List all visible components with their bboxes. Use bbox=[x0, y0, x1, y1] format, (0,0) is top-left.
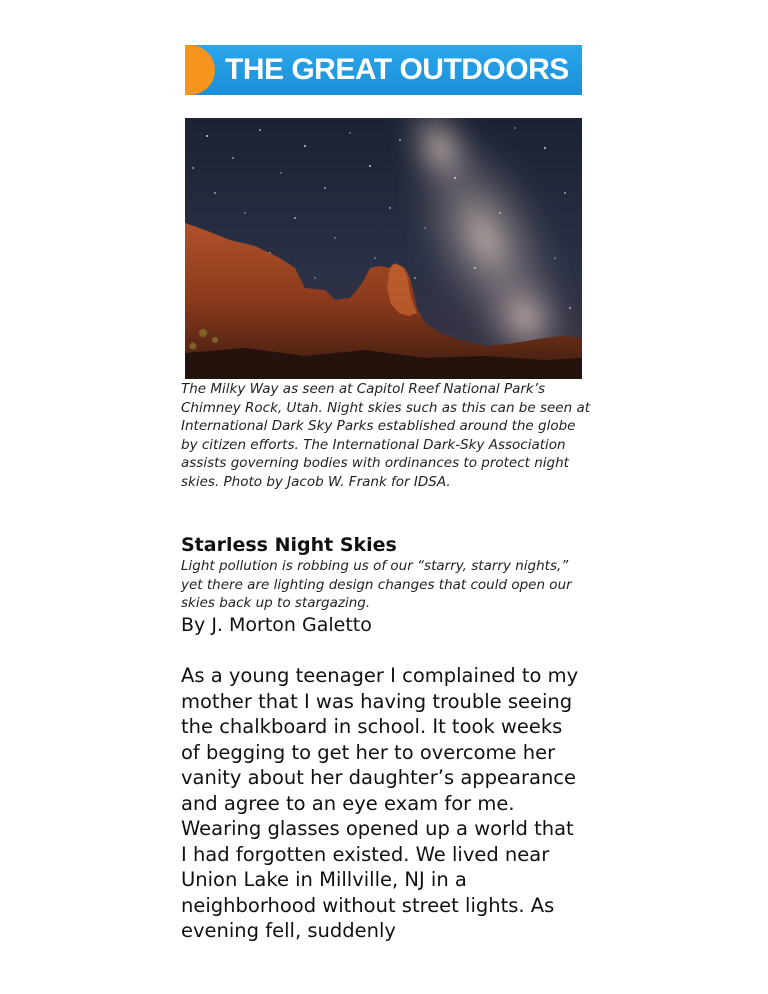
photo-caption: The Milky Way as seen at Capitol Reef National Park’s Chimney Rock, Utah. Night skies such as this can be seen at International Dark Sky Parks established around the globe by citizen efforts. The International Dark-Sky Association assists governing bodies with ordinances to protect night skies. Photo by Jacob W. Frank for IDSA. bbox=[181, 381, 591, 490]
article-byline: By J. Morton Galetto bbox=[181, 614, 372, 636]
article-deck: Light pollution is robbing us of our “starry, starry nights,” yet there are lighting design changes that could open our skies back up to stargazing. bbox=[181, 558, 572, 612]
section-banner bbox=[185, 45, 582, 95]
milky-way-photo bbox=[185, 118, 582, 379]
banner-orange-tab bbox=[185, 45, 215, 95]
article-body: As a young teenager I complained to my mother that I was having trouble seeing the chalkboard in school. It took weeks of begging to get her to overcome her vanity about her daughter’s appearance and agree to an eye exam for me. Wearing glasses opened up a world that I had forgotten existed. We lived near Union Lake in Millville, NJ in a neighborhood without street lights. As evening fell, suddenly bbox=[181, 664, 579, 942]
article-headline: Starless Night Skies bbox=[181, 534, 397, 556]
banner-title: THE GREAT OUTDOORS bbox=[225, 53, 569, 86]
